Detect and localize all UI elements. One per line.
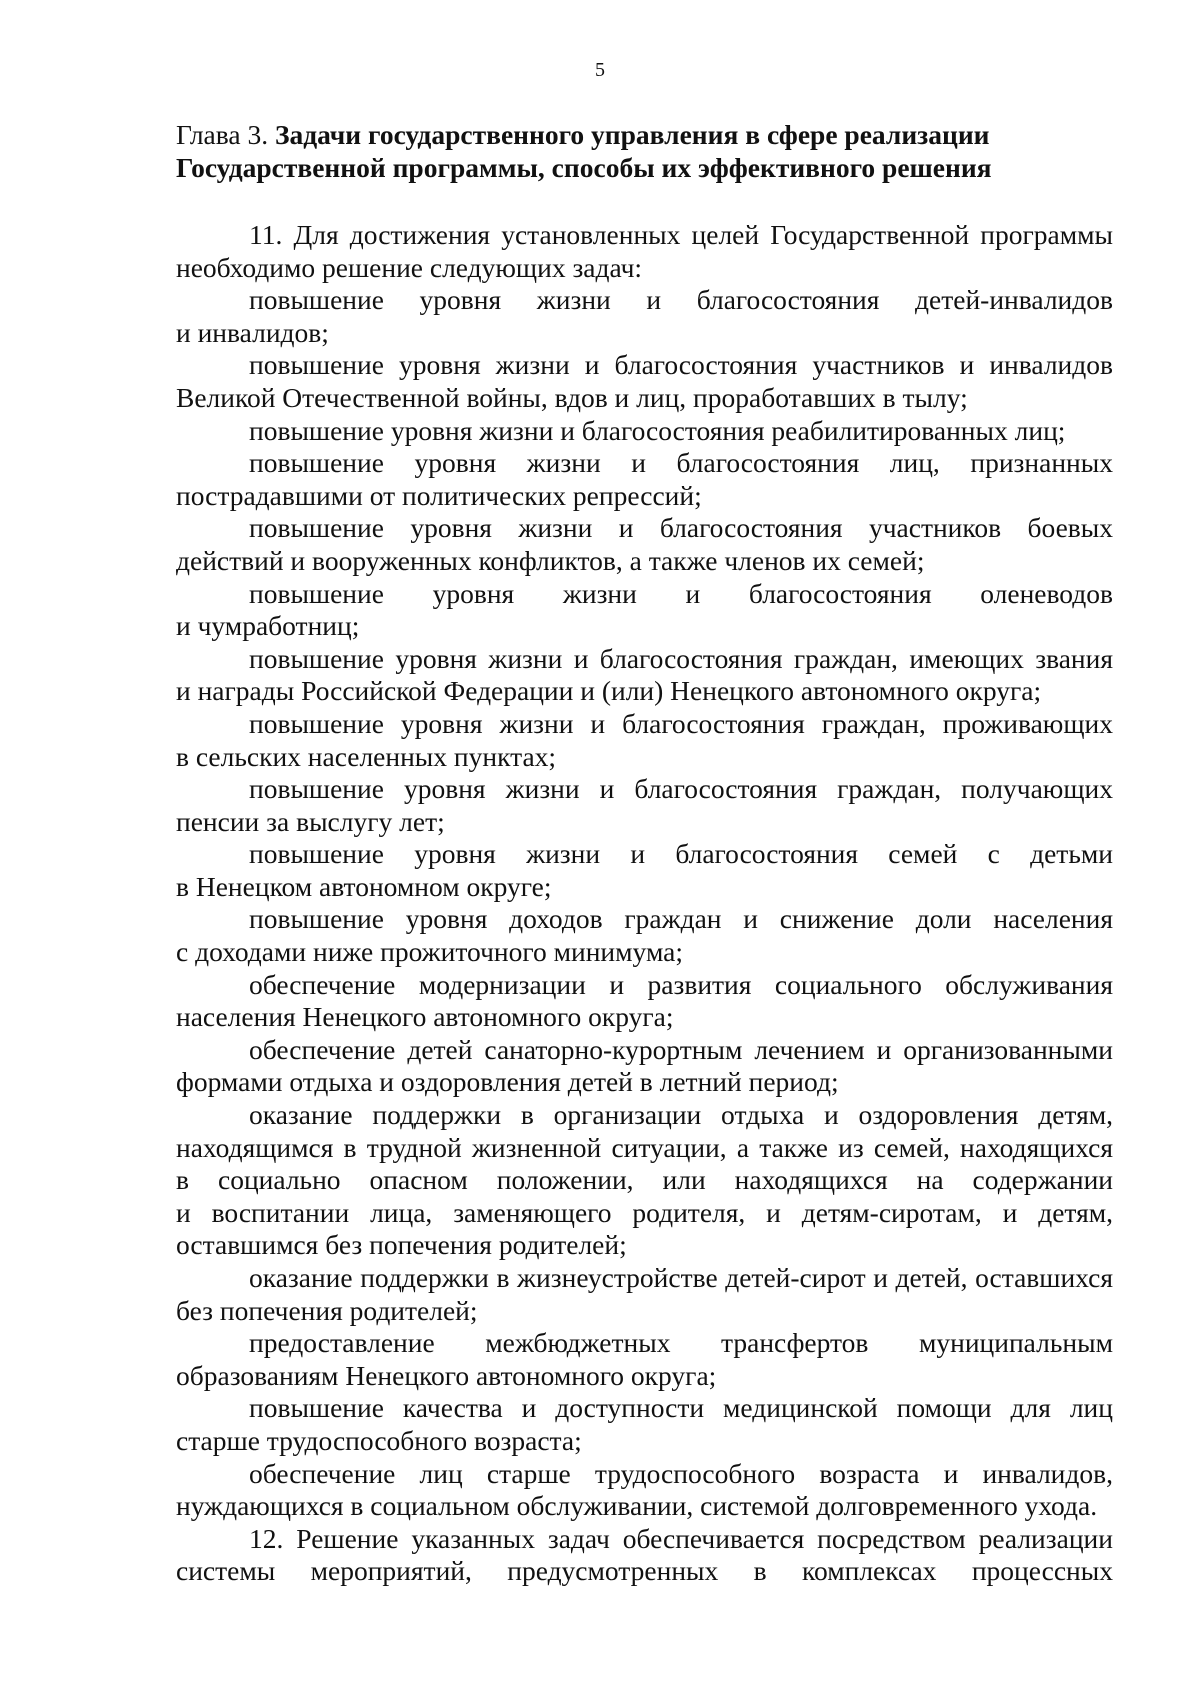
text-line: обеспечение детей санаторно-курортным лечением и организованными — [249, 1033, 1113, 1065]
text-line: повышение уровня жизни и благосостояния оленеводов — [249, 577, 1113, 609]
text-line: населения Ненецкого автономного округа; — [176, 1001, 674, 1033]
page-number: 5 — [595, 59, 605, 81]
paragraph — [176, 903, 1113, 968]
paragraph — [176, 773, 1113, 838]
chapter-title-part-1: Задачи государственного управления в сфере реализации — [274, 119, 990, 150]
text-line: повышение уровня жизни и благосостояния граждан, получающих — [249, 773, 1113, 805]
text-line: в социально опасном положении, или находящихся на содержании — [176, 1164, 1113, 1196]
text-line: оказание поддержки в жизнеустройстве детей-сирот и детей, оставшихся — [249, 1262, 1113, 1293]
paragraph — [176, 284, 1113, 349]
text-line: пенсии за выслугу лет; — [176, 805, 445, 837]
paragraph — [176, 643, 1113, 708]
text-line: предоставление межбюджетных трансфертов муниципальным — [249, 1327, 1113, 1359]
text-line: повышение уровня жизни и благосостояния участников и инвалидов — [249, 349, 1113, 381]
paragraph — [176, 1392, 1113, 1457]
text-line: обеспечение лиц старше трудоспособного возраста и инвалидов, — [249, 1457, 1113, 1489]
text-line: повышение уровня жизни и благосостояния семей с детьми — [249, 838, 1113, 870]
chapter-label: Глава 3. — [176, 119, 269, 150]
paragraph — [176, 969, 1113, 1034]
paragraph — [176, 1458, 1113, 1523]
paragraph — [176, 1034, 1113, 1099]
text-line: в Ненецком автономном округе; — [176, 870, 552, 902]
text-line: пострадавшими от политических репрессий; — [176, 479, 702, 511]
text-line: повышение уровня жизни и благосостояния реабилитированных лиц; — [249, 414, 1066, 446]
body-text — [176, 219, 1113, 1588]
text-line: повышение уровня жизни и благосостояния лиц, признанных — [249, 447, 1113, 479]
paragraph — [176, 708, 1113, 773]
text-line: с доходами ниже прожиточного минимума; — [176, 936, 684, 968]
text-line: действий и вооруженных конфликтов, а также членов их семей; — [176, 544, 925, 576]
paragraph — [176, 578, 1113, 643]
text-line: системы мероприятий, предусмотренных в комплексах процессных — [176, 1555, 1113, 1587]
text-line: в сельских населенных пунктах; — [176, 740, 557, 772]
text-line: 11. Для достижения установленных целей Государственной программы — [249, 219, 1113, 250]
text-line: Великой Отечественной войны, вдов и лиц, проработавших в тылу; — [176, 381, 968, 413]
text-line: образованиям Ненецкого автономного округа; — [176, 1359, 717, 1391]
paragraph — [176, 1099, 1113, 1262]
text-line: старше трудоспособного возраста; — [176, 1424, 582, 1456]
text-line: повышение уровня жизни и благосостояния граждан, имеющих звания — [249, 642, 1113, 674]
text-line: и награды Российской Федерации и (или) Ненецкого автономного округа; — [176, 675, 1042, 707]
chapter-title-part-2: Государственной программы, способы их эффективного решения — [176, 152, 992, 183]
paragraph — [176, 838, 1113, 903]
chapter-heading-line-1 — [176, 118, 1113, 151]
paragraph — [176, 1523, 1113, 1588]
text-line: повышение качества и доступности медицинской помощи для лиц — [249, 1392, 1113, 1424]
text-line: и инвалидов; — [176, 316, 329, 348]
text-line: и воспитании лица, заменяющего родителя, и детям-сиротам, и детям, — [176, 1196, 1113, 1228]
text-line: оказание поддержки в организации отдыха и оздоровления детям, — [249, 1099, 1113, 1131]
text-line: повышение уровня доходов граждан и снижение доли населения — [249, 903, 1113, 935]
text-line: и чумработниц; — [176, 610, 360, 642]
paragraph — [176, 349, 1113, 414]
text-line: нуждающихся в социальном обслуживании, системой долговременного ухода. — [176, 1490, 1098, 1522]
paragraph — [176, 1327, 1113, 1392]
text-line: повышение уровня жизни и благосостояния детей-инвалидов — [249, 284, 1113, 316]
text-line: оставшимся без попечения родителей; — [176, 1229, 627, 1261]
text-line: повышение уровня жизни и благосостояния участников боевых — [249, 512, 1113, 544]
text-line: формами отдыха и оздоровления детей в летний период; — [176, 1066, 839, 1098]
text-line: без попечения родителей; — [176, 1294, 478, 1326]
paragraph — [176, 1262, 1113, 1327]
paragraph — [176, 447, 1113, 512]
text-line: 12. Решение указанных задач обеспечивается посредством реализации — [249, 1522, 1113, 1554]
text-line: обеспечение модернизации и развития социального обслуживания — [249, 968, 1113, 1000]
paragraph — [176, 415, 1113, 448]
text-line: повышение уровня жизни и благосостояния граждан, проживающих — [249, 707, 1113, 739]
chapter-heading — [176, 118, 1113, 184]
paragraph — [176, 512, 1113, 577]
paragraph — [176, 219, 1113, 284]
text-line: необходимо решение следующих задач: — [176, 251, 643, 283]
text-line: находящимся в трудной жизненной ситуации, а также из семей, находящихся — [176, 1131, 1113, 1163]
